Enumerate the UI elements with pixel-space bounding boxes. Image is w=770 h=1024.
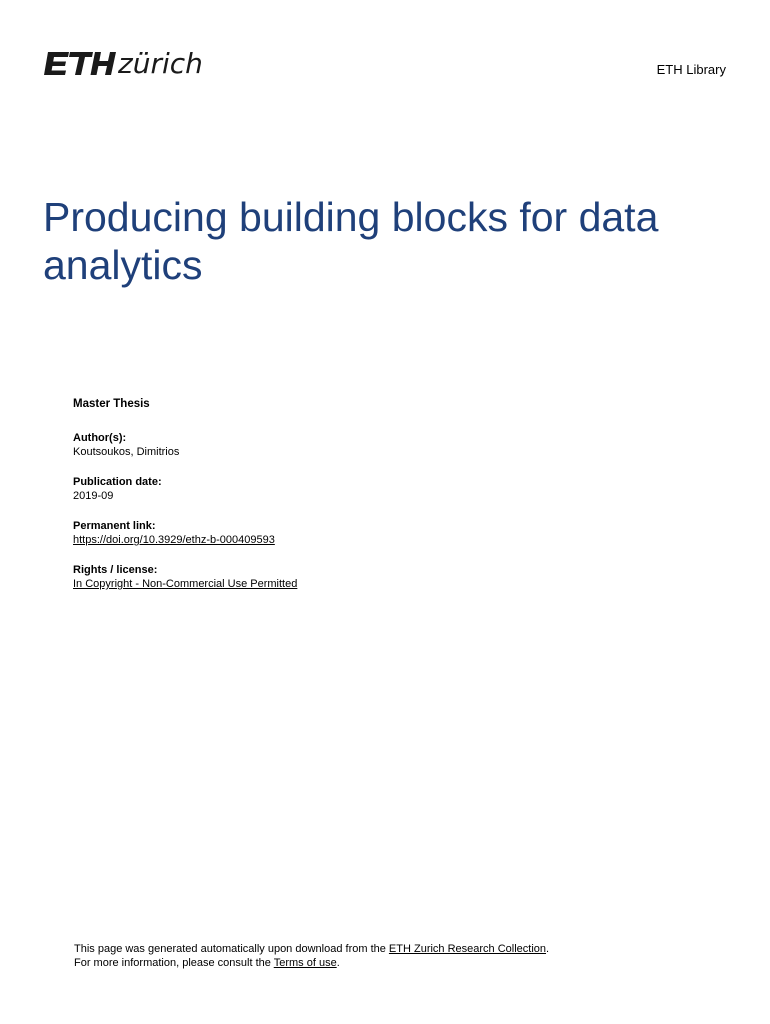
footer-line-1 [74, 942, 714, 956]
footer-text: . [546, 943, 550, 955]
footer-text: This page was generated automatically upon download from the [74, 943, 389, 955]
footer-text: For more information, please consult the [74, 957, 274, 969]
eth-zurich-logo [44, 42, 214, 80]
eth-library-label: ETH Library [656, 62, 726, 77]
license-link[interactable]: In Copyright - Non-Commercial Use Permitted [73, 578, 298, 590]
document-title: Producing building blocks for data analytics [43, 194, 659, 288]
document-type: Master Thesis [73, 398, 150, 410]
footer-line-2 [74, 956, 714, 970]
field-permanent-link [73, 519, 673, 547]
research-collection-link[interactable]: ETH Zurich Research Collection [388, 943, 547, 955]
svg-text:zürich: zürich [118, 47, 203, 80]
field-label: Permanent link: [73, 520, 156, 532]
metadata-block [73, 397, 673, 607]
field-label: Author(s): [73, 432, 127, 444]
permanent-link[interactable]: https://doi.org/10.3929/ethz-b-000409593 [73, 534, 275, 546]
footer-note [74, 942, 714, 970]
field-value: 2019-09 [73, 490, 114, 502]
terms-of-use-link[interactable]: Terms of use [273, 957, 337, 969]
field-label: Rights / license: [73, 564, 158, 576]
field-label: Publication date: [73, 476, 162, 488]
eth-zurich-logo-graphic [44, 42, 214, 80]
field-rights-license [73, 563, 673, 591]
field-value: Koutsoukos, Dimitrios [73, 446, 180, 458]
field-publication-date [73, 475, 673, 503]
footer-text: . [336, 957, 340, 969]
field-authors [73, 431, 673, 459]
